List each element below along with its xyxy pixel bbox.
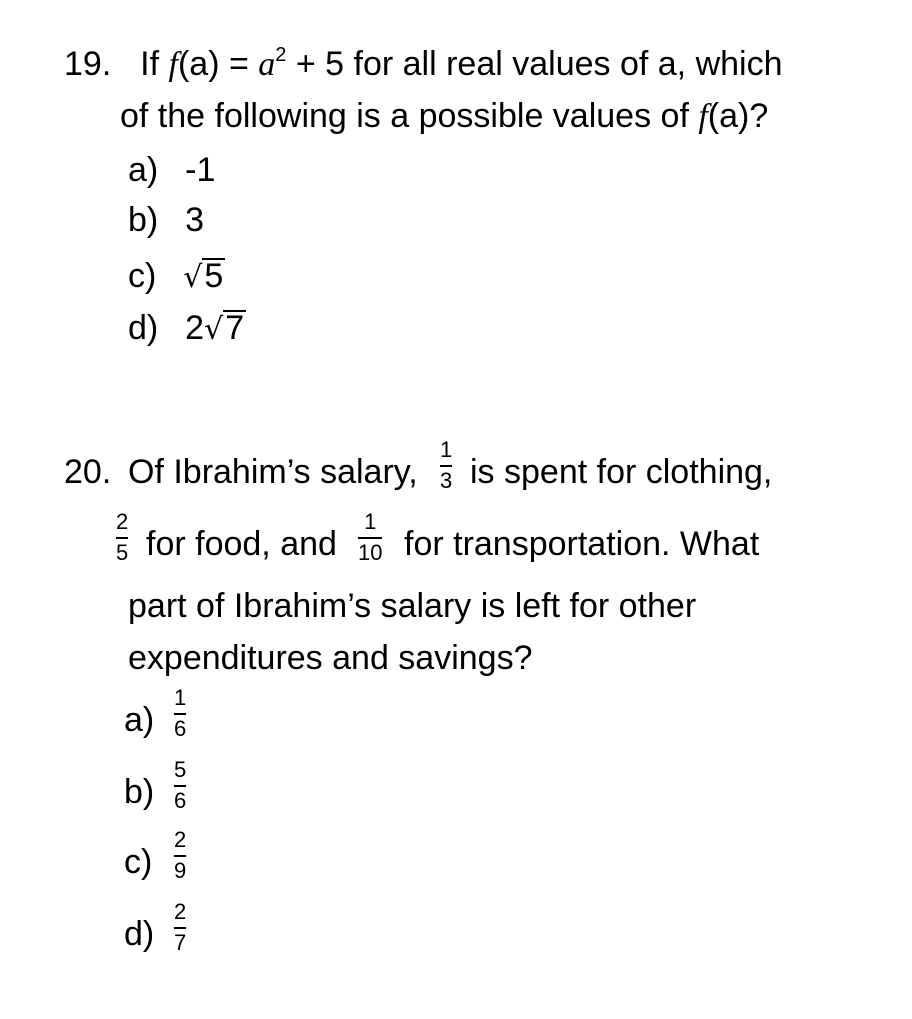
q20-line1-post: is spent for clothing, [470,453,773,491]
q20-option-a-label: a) [124,701,155,739]
q19-line2-pre: of the following is a possible values of [120,97,699,135]
q19-option-b-value: 3 [185,201,205,239]
q20-line-4: expenditures and savings? [128,639,533,677]
q20-option-a-num: 1 [174,685,187,710]
q19-option-b-label: b) [128,201,159,239]
q19-line1-pre: If [140,45,169,83]
q20-option-b-label: b) [124,773,155,811]
q20-option-b-fraction [174,758,186,813]
q19-number: 19. [64,45,112,83]
q19-a: a [258,46,276,83]
q19-f: f [168,46,178,83]
q20-option-d-num: 2 [174,899,187,924]
q19-option-c-label: c) [128,257,157,295]
q19-option-c-radicand: 5 [204,257,224,295]
q20-frac1-den: 3 [440,468,453,493]
fraction-bar [440,465,452,467]
q19-line2-post: ? [749,97,769,135]
fraction-bar [174,855,186,857]
q20-option-c-fraction [174,828,186,883]
q20-frac3-num: 1 [364,509,377,534]
q20-line2-post: for transportation. What [404,525,760,563]
q19-option-d-coef: 2 [185,309,205,347]
q20-option-b-den: 6 [174,788,187,813]
q20-option-b-num: 5 [174,757,187,782]
q20-frac3-den: 10 [358,540,383,565]
q19-option-d-label: d) [128,309,159,347]
fraction-bar [174,785,186,787]
q20-frac2-num: 2 [116,509,129,534]
q20-option-a-fraction [174,686,186,741]
q19-option-a-value: -1 [185,151,216,189]
q20-option-a-den: 6 [174,716,187,741]
fraction-bar [358,537,382,539]
q20-frac2-den: 5 [116,540,129,565]
fraction-bar [116,537,128,539]
radical-icon: √ [204,312,224,347]
q19-a-paren: (a) [177,45,220,83]
q20-option-d-den: 7 [174,930,187,955]
q20-option-c-label: c) [124,843,153,881]
q20-line2-mid: for food, and [146,525,337,563]
q20-fraction-2 [116,510,128,565]
q19-line2-paren: (a) [707,97,750,135]
q20-fraction-1 [440,438,452,493]
q20-option-c-num: 2 [174,827,187,852]
q20-option-d-label: d) [124,915,155,953]
q20-number: 20. [64,453,112,491]
radical-icon: √ [183,260,203,295]
q20-option-c-den: 9 [174,858,187,883]
q19-option-a-label: a) [128,151,159,189]
fraction-bar [174,927,186,929]
q19-line2-f: f [698,98,708,135]
q20-fraction-3 [358,510,382,565]
q19-square: 2 [275,44,287,66]
q20-option-d-fraction [174,900,186,955]
q19-eq: = [219,45,259,83]
q20-frac1-num: 1 [440,437,453,462]
q19-option-d-radicand: 7 [225,309,245,347]
q20-line-3: part of Ibrahim’s salary is left for other [128,587,697,625]
q19-line1-post: + 5 for all real values of a, which [286,45,783,83]
q20-line1-pre: Of Ibrahim’s salary, [128,453,418,491]
fraction-bar [174,713,186,715]
